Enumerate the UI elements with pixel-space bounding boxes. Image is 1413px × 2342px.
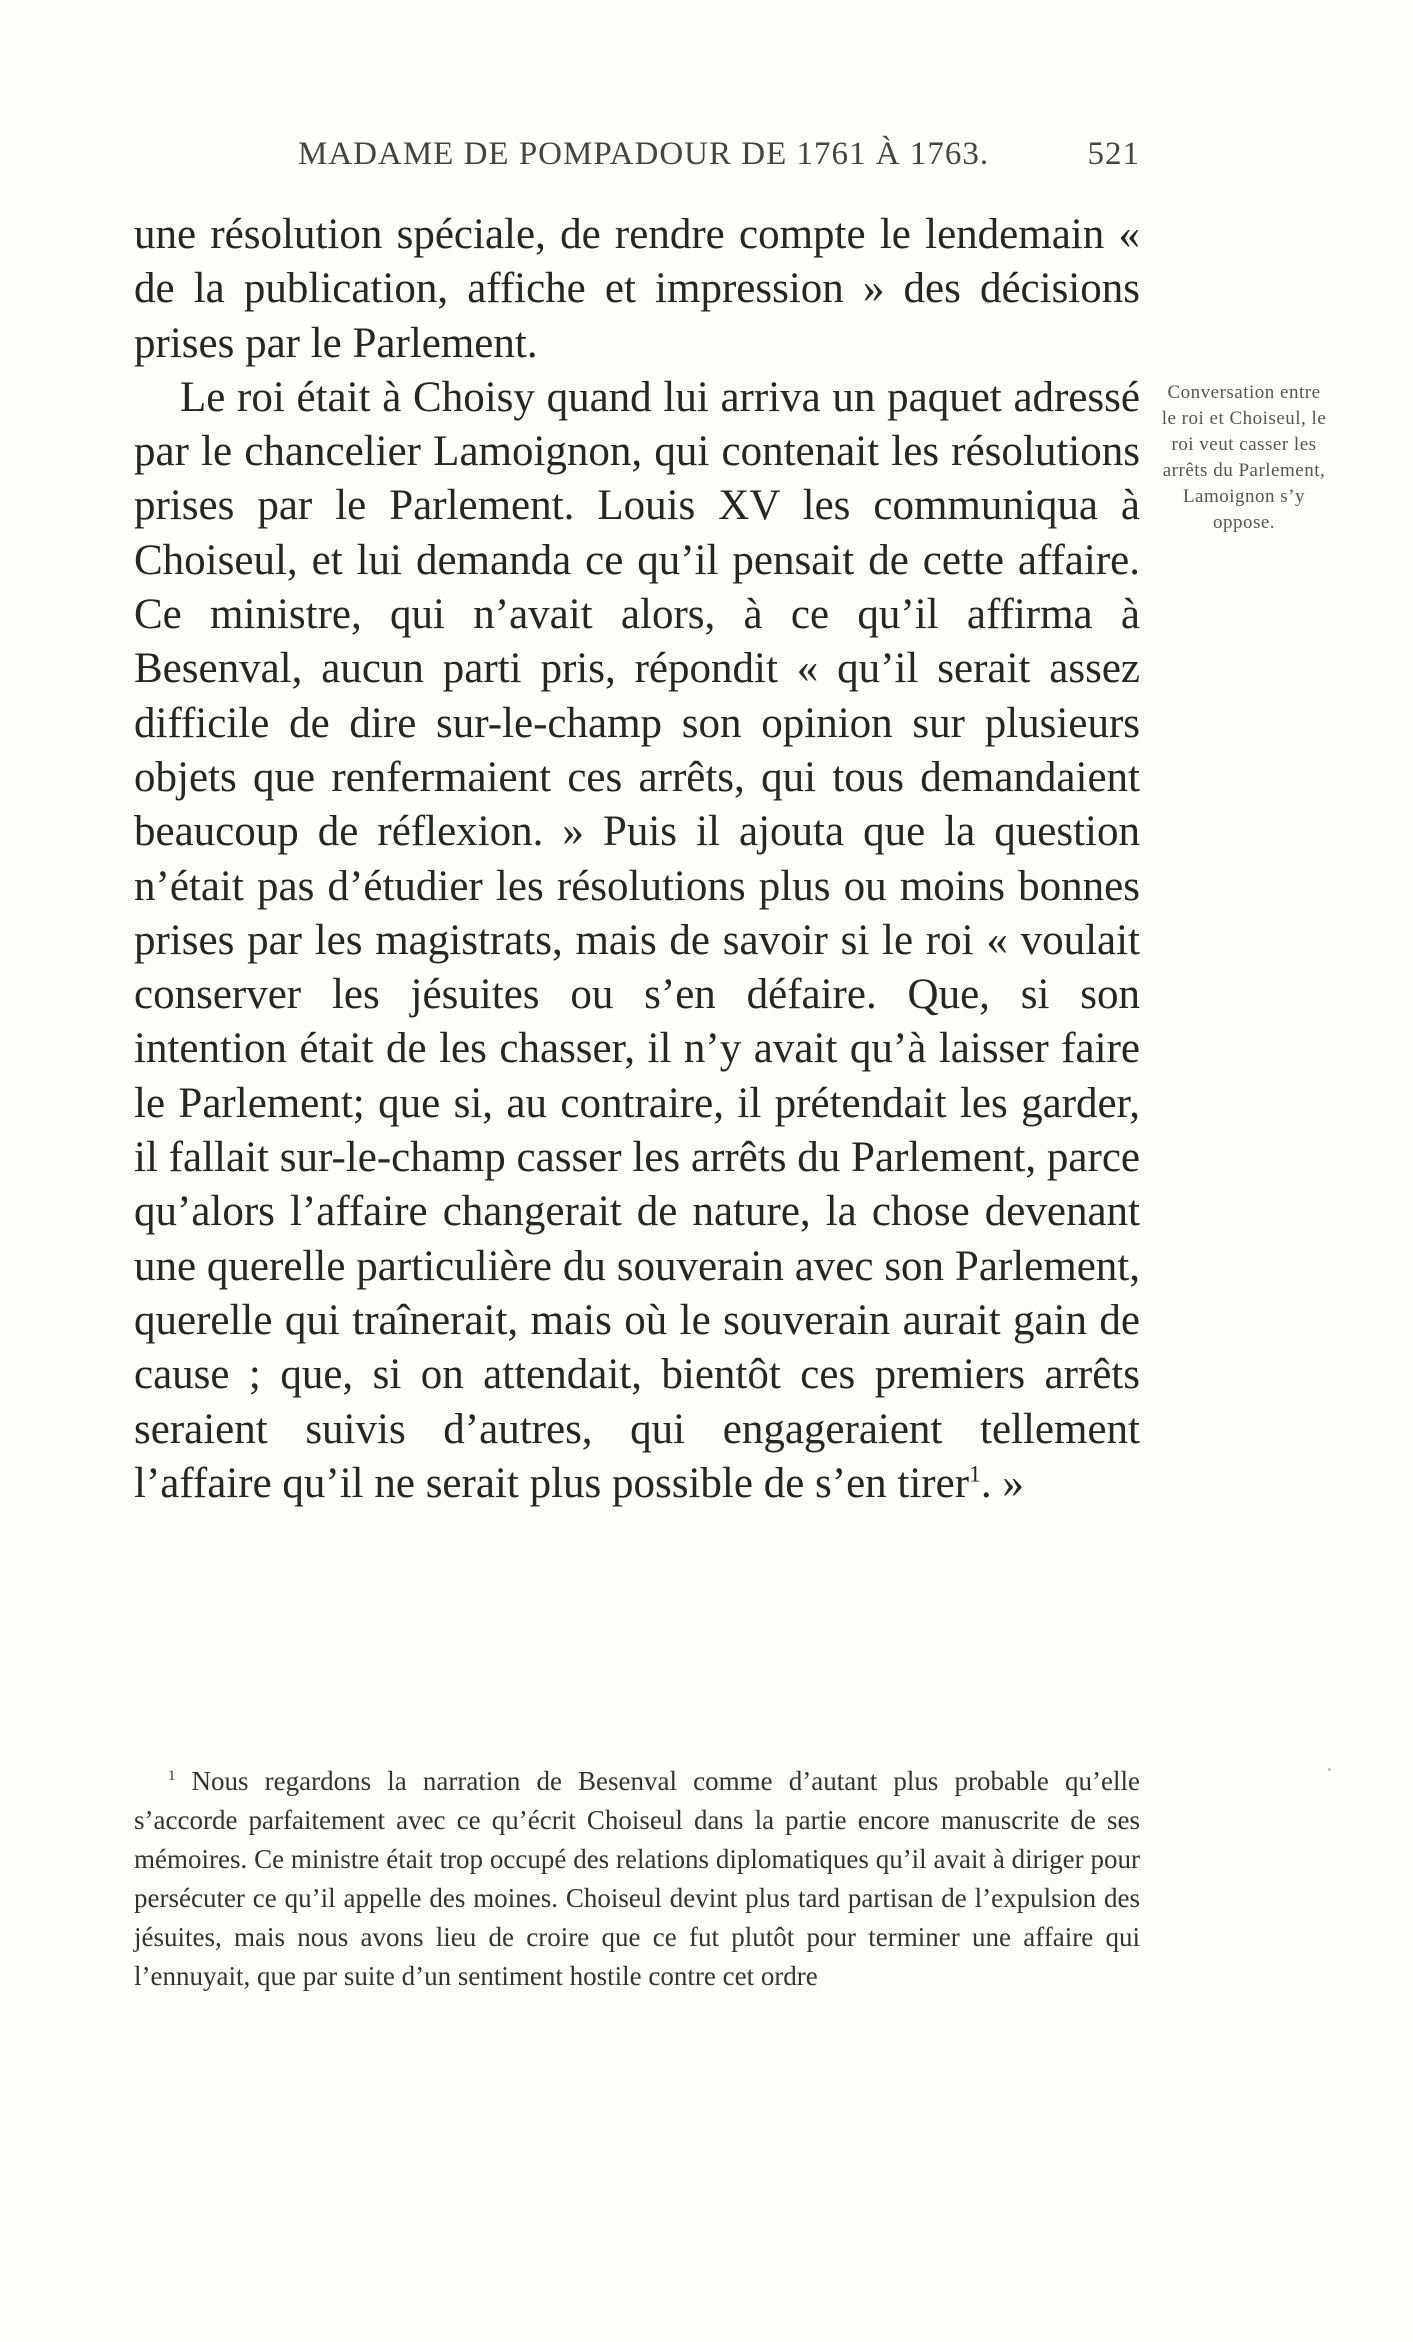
paper-speck [1328, 1768, 1331, 1771]
margin-note: Conversation entre le roi et Choiseul, le roi veut casser les arrêts du Parlement, Lamoignon s’y oppose. [1161, 382, 1327, 533]
main-text [134, 208, 1140, 1511]
footnote-marker: 1 [168, 1768, 176, 1784]
footnote-text: Nous regardons la narration de Besenval comme d’autant plus probable qu’elle s’accorde parfaitement avec ce qu’écrit Choiseul dans la partie encore manuscrite de ses mémoires. Ce ministre était trop occupé des relations diplomatiques qu’il avait à diriger pour persécuter ce qu’il appelle des moines. Choiseul devint plus tard partisan de l’expulsion des jésuites, mais nous avons lieu de croire que ce fut plutôt pour terminer une affaire qui l’ennuyait, que par suite d’un sentiment hostile contre cet ordre [134, 1766, 1141, 1991]
paragraph-2-text: Le roi était à Choisy quand lui arriva un paquet adressé par le chancelier Lamoignon, qui contenait les résolutions prises par le Parlement. Louis XV les communiqua à Choiseul, et lui demanda ce qu’il pensait de cette affaire. Ce ministre, qui n’avait alors, à ce qu’il affirma à Besenval, aucun parti pris, répondit « qu’il serait assez difficile de dire sur-le-champ son opinion sur plusieurs objets que renfermaient ces arrêts, qui tous demandaient beaucoup de réflexion. » Puis il ajouta que la question n’était pas d’étudier les résolutions plus ou moins bonnes prises par les magistrats, mais de savoir si le roi « voulait conserver les jésuites ou s’en défaire. Que, si son intention était de les chasser, il n’y avait qu’à laisser faire le Parlement; que si, au contraire, il prétendait les garder, il fallait sur-le-champ casser les arrêts du Parlement, parce qu’alors l’affaire changerait de nature, la chose devenant une querelle particulière du souverain avec son Parlement, querelle qui traînerait, mais où le souverain aurait gain de cause ; que, si on attendait, bientôt ces premiers arrêts seraient suivis d’autres, qui engageraient tellement l’affaire qu’il ne serait plus possible de s’en tirer [134, 373, 1140, 1507]
paragraph-2 [134, 371, 1140, 1511]
footnote-paragraph [134, 1762, 1140, 1996]
footnote-reference: 1 [969, 1461, 981, 1488]
page-number: 521 [1087, 136, 1140, 172]
running-head-title: MADAME DE POMPADOUR DE 1761 À 1763. [298, 136, 990, 172]
running-head [298, 136, 1140, 184]
paragraph-1: une résolution spéciale, de rendre compte le lendemain « de la publication, affiche et impression » des décisions prises par le Parlement. [134, 211, 1140, 367]
paragraph-2-end: . » [980, 1459, 1024, 1507]
footnote [134, 1762, 1140, 1996]
